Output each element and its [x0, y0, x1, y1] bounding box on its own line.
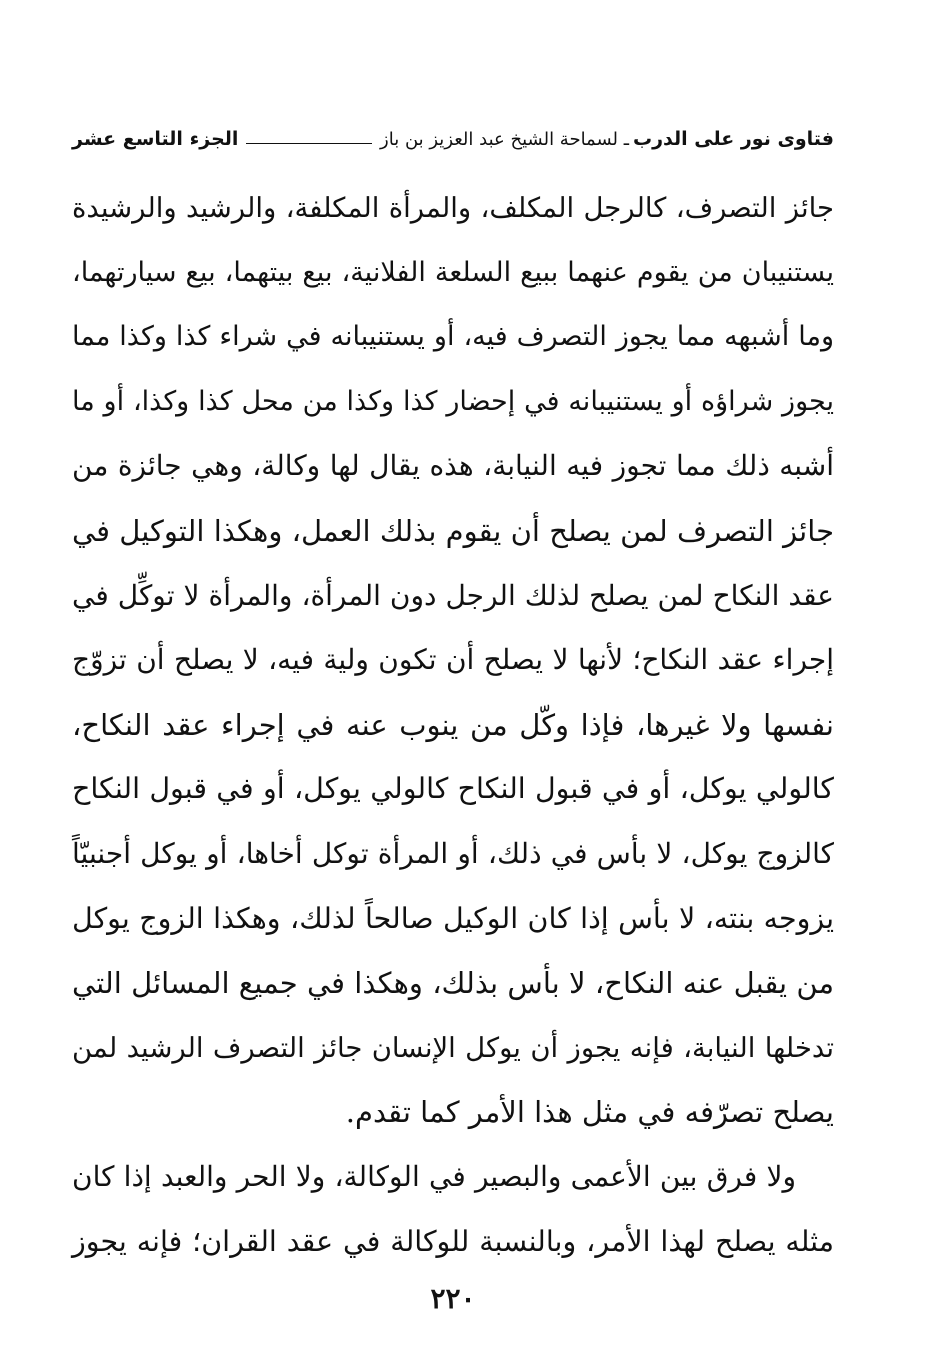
text-line: وما أشبهه مما يجوز التصرف فيه، أو يستنيبانه في شراء كذا وكذا مما	[72, 321, 834, 353]
running-header	[72, 124, 834, 154]
text-line: تدخلها النيابة، فإنه يجوز أن يوكل الإنسان جائز التصرف الرشيد لمن	[72, 1031, 834, 1064]
text-line: جائز التصرف، كالرجل المكلف، والمرأة المكلفة، والرشيد والرشيدة	[72, 192, 834, 224]
text-line-paragraph-end: يصلح تصرّفه في مثل هذا الأمر كما تقدم.	[345, 1095, 834, 1130]
text-line: يزوجه بنته، لا بأس إذا كان الوكيل صالحاً لذلك، وهكذا الزوج يوكل	[72, 901, 834, 935]
text-line: جائز التصرف لمن يصلح أن يقوم بذلك العمل، وهكذا التوكيل في	[72, 513, 834, 548]
text-line: إجراء عقد النكاح؛ لأنها لا يصلح أن تكون ولية فيه، لا يصلح أن تزوّج	[72, 643, 834, 677]
text-line: عقد النكاح لمن يصلح لذلك الرجل دون المرأة، والمرأة لا توكِّل في	[72, 578, 834, 612]
part-number: الجزء التاسع عشر	[72, 128, 239, 150]
text-line: من يقبل عنه النكاح، لا بأس بذلك، وهكذا في جميع المسائل التي	[72, 966, 834, 1001]
text-line: أشبه ذلك مما تجوز فيه النيابة، هذه يقال لها وكالة، وهي جائزة من	[72, 449, 834, 483]
text-line-paragraph-start: ولا فرق بين الأعمى والبصير في الوكالة، ولا الحر والعبد إذا كان	[72, 1159, 796, 1193]
header-rule	[246, 143, 372, 144]
text-line: مثله يصلح لهذا الأمر، وبالنسبة للوكالة في عقد القران؛ فإنه يجوز	[72, 1224, 834, 1258]
page-number: ٢٢٠	[430, 1282, 476, 1315]
author-name: ـ لسماحة الشيخ عبد العزيز بن باز	[380, 128, 629, 150]
book-page	[72, 0, 834, 1371]
text-line: كالزوج يوكل، لا بأس في ذلك، أو المرأة توكل أخاها، أو يوكل أجنبيّاً	[72, 836, 834, 870]
book-title: فتاوى نور على الدرب	[633, 128, 834, 150]
text-line: نفسها ولا غيرها، فإذا وكّل من ينوب عنه في إجراء عقد النكاح،	[72, 707, 834, 742]
text-line: يجوز شراؤه أو يستنيبانه في إحضار كذا وكذا من محل كذا وكذا، أو ما	[72, 385, 834, 417]
body-text	[72, 176, 834, 1274]
text-line: يستنيبان من يقوم عنهما ببيع السلعة الفلانية، بيع بيتهما، بيع سيارتهما،	[72, 256, 834, 288]
text-line: كالولي يوكل، أو في قبول النكاح كالولي يوكل، أو في قبول النكاح	[72, 772, 834, 806]
